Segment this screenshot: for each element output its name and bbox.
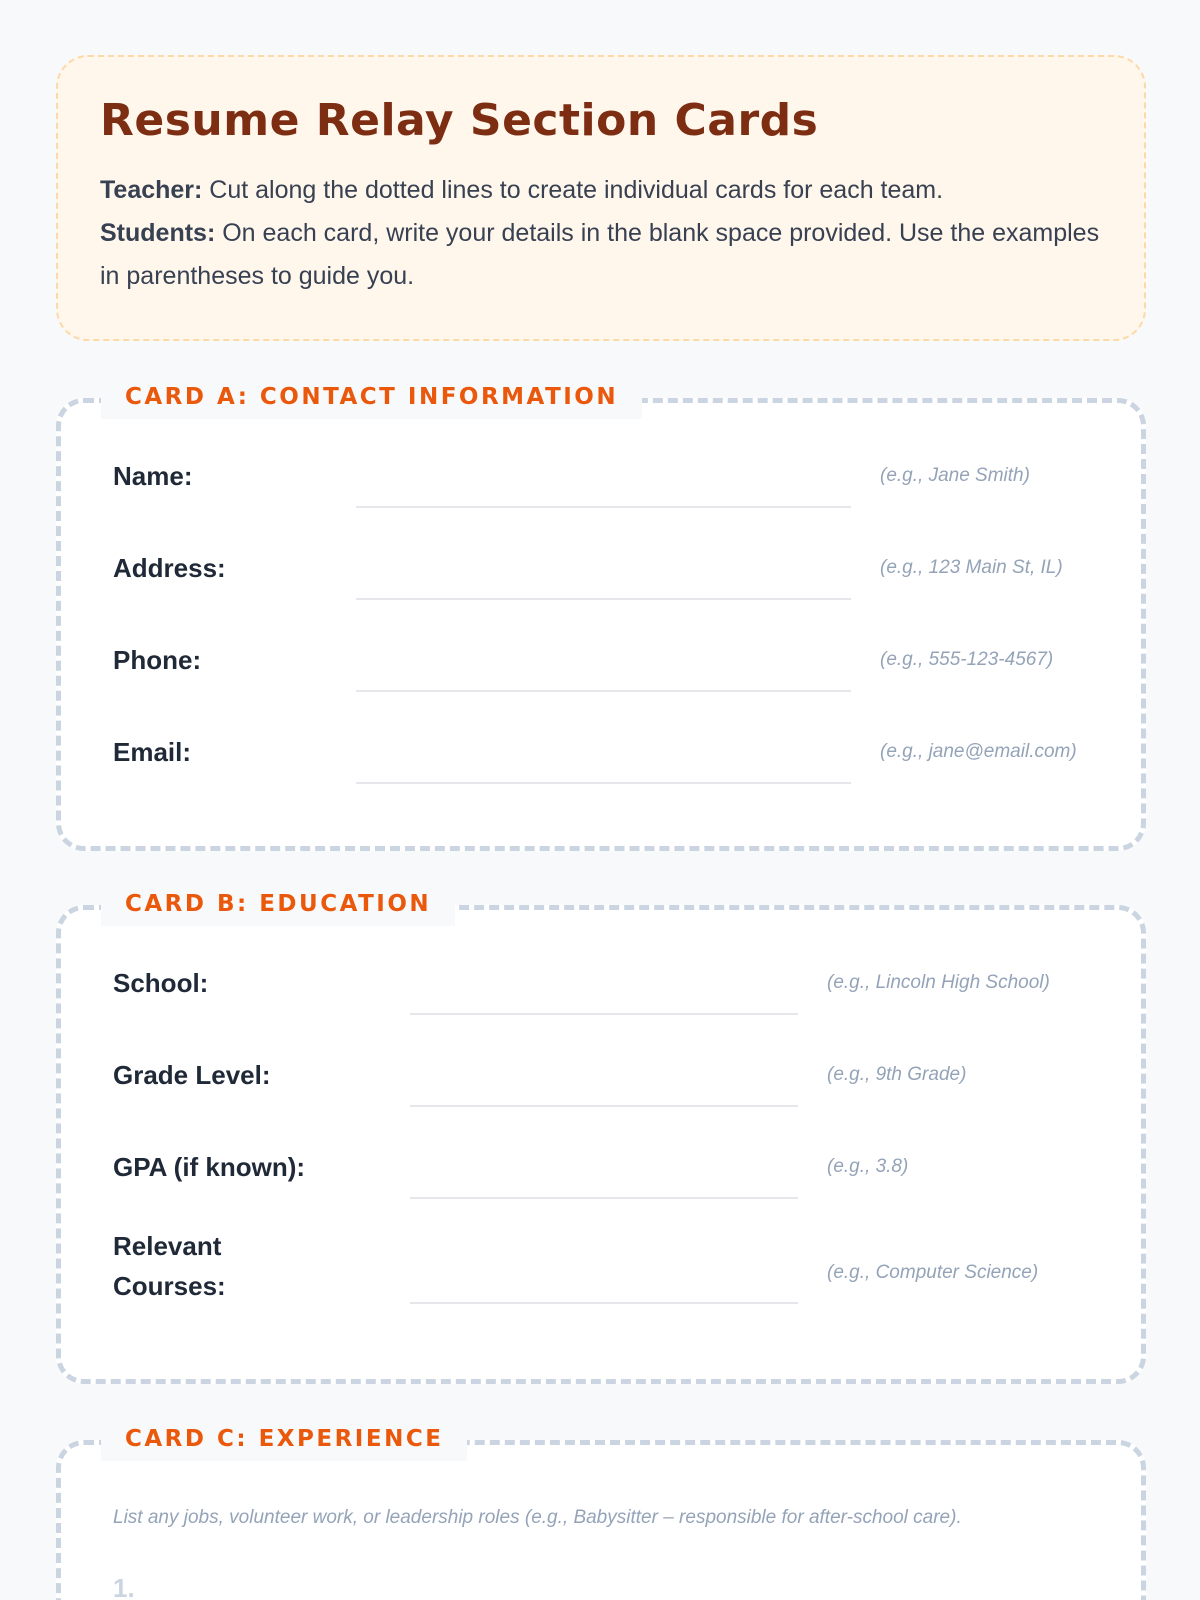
field-label: Phone: (113, 645, 202, 675)
teacher-text: Cut along the dotted lines to create individual cards for each team. (202, 176, 944, 205)
card-title: CARD A: CONTACT INFORMATION (101, 375, 642, 419)
gpa-write-line[interactable] (410, 1197, 798, 1199)
experience-item-number: 1. (113, 1573, 135, 1600)
email-write-line[interactable] (356, 782, 851, 784)
address-write-line[interactable] (356, 598, 851, 600)
field-hint: (e.g., 3.8) (827, 1156, 909, 1177)
field-label: School: (113, 968, 209, 998)
instructions-text (100, 169, 1102, 298)
field-label: Name: (113, 461, 193, 491)
field-hint: (e.g., Lincoln High School) (827, 972, 1050, 993)
name-write-line[interactable] (356, 506, 851, 508)
page-title: Resume Relay Section Cards (100, 95, 819, 146)
field-hint: (e.g., Jane Smith) (880, 465, 1030, 486)
experience-hint: List any jobs, volunteer work, or leadership roles (e.g., Babysitter – responsible for after-school care). (113, 1507, 962, 1528)
phone-write-line[interactable] (356, 690, 851, 692)
field-hint: (e.g., 123 Main St, IL) (880, 557, 1063, 578)
field-hint: (e.g., jane@email.com) (880, 741, 1077, 762)
card-contact-information (56, 384, 1146, 851)
field-hint: (e.g., 9th Grade) (827, 1064, 967, 1085)
students-text: On each card, write your details in the blank space provided. Use the examples in parentheses to guide you. (100, 219, 1100, 291)
card-experience (56, 1426, 1146, 1600)
students-label: Students: (100, 219, 216, 248)
teacher-instruction (100, 169, 1102, 212)
school-write-line[interactable] (410, 1013, 798, 1015)
field-label: Grade Level: (113, 1060, 271, 1090)
card-title: CARD C: EXPERIENCE (101, 1417, 467, 1461)
card-education (56, 891, 1146, 1384)
teacher-label: Teacher: (100, 176, 203, 205)
relevant-courses-write-line[interactable] (410, 1302, 798, 1304)
instructions-box (56, 55, 1146, 341)
students-instruction (100, 212, 1102, 298)
field-label: Email: (113, 737, 192, 767)
grade-level-write-line[interactable] (410, 1105, 798, 1107)
field-label: Relevant Courses: (113, 1231, 226, 1301)
field-hint: (e.g., 555-123-4567) (880, 649, 1054, 670)
card-title: CARD B: EDUCATION (101, 882, 455, 926)
field-label: Address: (113, 553, 226, 583)
field-hint: (e.g., Computer Science) (827, 1262, 1039, 1283)
field-label: GPA (if known): (113, 1152, 306, 1182)
